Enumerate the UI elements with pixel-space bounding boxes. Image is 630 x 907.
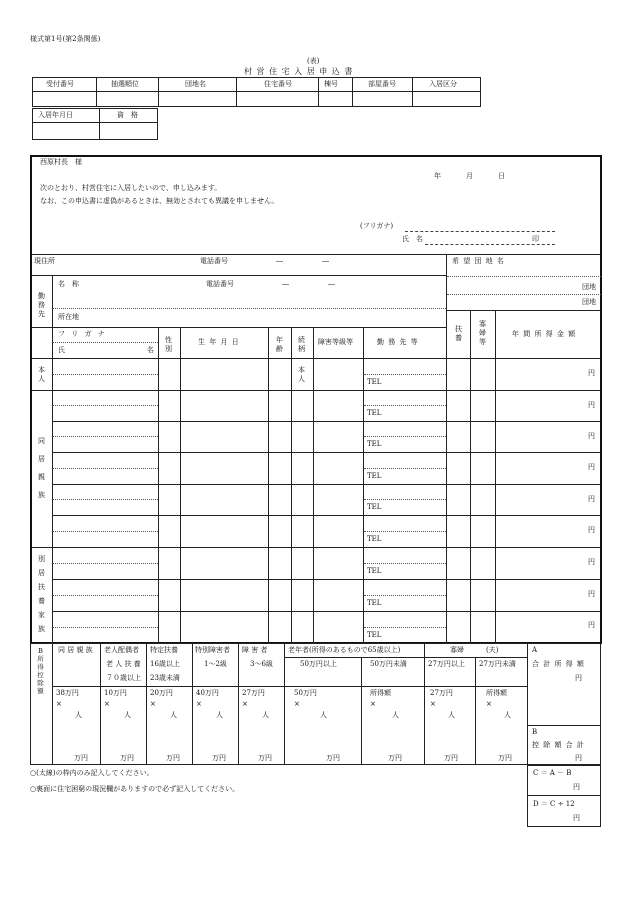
applicant-name-label: 氏 名 (402, 235, 423, 243)
elder-header: 老年者(所得のあるもので65歳以上) (288, 646, 401, 654)
col-sex: 性別 (165, 336, 172, 353)
col-mei: 名 (147, 346, 154, 354)
workplace-location-label: 所在地 (58, 313, 79, 321)
date-month: 月 (466, 172, 473, 180)
note-2: ○裏面に住宅困窮の現況欄がありますので必ず記入してください。 (30, 785, 240, 793)
side-label: (表) (307, 57, 320, 65)
relation-honnin: 本人 (298, 366, 305, 383)
col-kafu: 寡婦等 (479, 320, 486, 346)
header-receipt-no: 受付番号 (46, 80, 74, 88)
workplace-phone-label: 電話番号 (206, 280, 234, 288)
application-form-page: 様式第1号(第2条関係) (表) 村 営 住 宅 入 居 申 込 書 受付番号 抽選順位 団地名 住宅番号 棟号 部屋番号 入居区分 入居年月日 資 格 西原村長 様 年 月 日 次のとおり、村営住宅に入居したいので、申し込みます。 なお、この申込書に虚偽があるときは、無効とされても異議を申しません。 (フリガナ) 氏 名 印 現住所 電話番号 ― ― 希 望 団 地 名 勤務先 名 称 電話番号 ― ― 所在地 団地 団地 フ リ ガ ナ 氏 名 性別 生 年 月 日 年齢 続柄 障害等級等 勤 務 先 等 扶養 寡婦等 年 間 所 得 金 額 本人 本人 同居親族 別居扶養家族 TEL 円 TEL 円 TEL 円 TEL 円 TEL 円 TEL 円 TEL 円 TEL 円 TEL 円 B所得控除額 同 居 親 族 老人配偶者 特定扶養 特別障害者 障 害 者 老 人 扶 養 16歳以上 1～2級 3～6級 ７０歳以上 23歳未満 老年者(所得のあるもので65歳以上) 寡婦 (夫) 50万円以上 50万円未満 27万円以上 27万円未満 A 合 計 所 得 額 円 38万円 10万円 20万円 40万円 27万円 50万円 所得額 27万円 所得額 × × × × × × × × × 人 人 人 人 人 人 人 人 人 万円 万円 万円 万円 万円 万円 万円 万円 万円 B 控 除 額 合 計 円 C ＝ A － B 円 D ＝ C ÷ 12 円 ○(太線)の枠内のみ記入してください。 ○裏面に住宅困窮の現況欄がありますので必ず記入してください。 (0, 0, 630, 907)
desired-danchi-label: 希 望 団 地 名 (452, 257, 505, 265)
form-number: 様式第1号(第2条関係) (30, 35, 101, 43)
header-building-no: 棟号 (324, 80, 338, 88)
date-year: 年 (434, 172, 441, 180)
header-move-in-class: 入居区分 (429, 80, 457, 88)
workplace-label: 勤務先 (38, 292, 45, 318)
group-doukyo-label: 同居親族 (38, 437, 45, 499)
row-label-honnin: 本人 (38, 366, 45, 383)
main-frame (30, 155, 602, 644)
col-fuyo: 扶養 (455, 325, 462, 342)
header-danchi-name: 団地名 (185, 80, 206, 88)
office-use-table-2 (32, 108, 158, 140)
deduction-title: B所得控除額 (37, 647, 44, 695)
col-disability: 障害等級等 (318, 338, 353, 346)
widow-header: 寡婦 (450, 646, 464, 654)
applicant-name-line[interactable] (425, 244, 555, 245)
danchi-2: 団地 (582, 298, 596, 306)
deduction-table: B所得控除額 同 居 親 族 老人配偶者 特定扶養 特別障害者 障 害 者 老 人 扶 養 16歳以上 1～2級 3～6級 ７０歳以上 23歳未満 老年者(所得のあるもので65歳以上) 寡婦 (夫) 50万円以上 50万円未満 27万円以上 27万円未満 A 合 計 所 得 額 円 38万円 10万円 20万円 40万円 27万円 50万円 所得額 27万円 所得額 × × × × × × × × × 人 人 人 人 人 人 人 人 人 万円 万円 万円 万円 万円 万円 万円 万円 万円 B 控 除 額 合 計 円 (30, 643, 601, 765)
deduction-total-label: 控 除 額 合 計 (532, 741, 585, 749)
col-birthdate: 生 年 月 日 (198, 338, 240, 346)
col-furigana: フ リ ガ ナ (58, 330, 107, 338)
calc-c: C ＝ A － B (533, 769, 572, 777)
col-workplace: 勤 務 先 等 (377, 338, 419, 346)
header-move-in-date: 入居年月日 (38, 111, 73, 119)
note-1: ○(太線)の枠内のみ記入してください。 (30, 769, 154, 777)
header-lottery-rank: 抽選順位 (111, 80, 139, 88)
address-phone-label: 電話番号 (200, 257, 228, 265)
col-relation: 続柄 (298, 336, 305, 353)
furigana-line[interactable] (405, 231, 555, 232)
total-income-label: 合 計 所 得 額 (532, 660, 585, 668)
group-bekkyo-label: 別居扶養家族 (38, 555, 45, 633)
furigana-label: (フリガナ) (360, 222, 394, 230)
danchi-1: 団地 (582, 283, 596, 291)
calc-boxes: C ＝ A － B 円 D ＝ C ÷ 12 円 (527, 765, 601, 827)
seal-label: 印 (532, 235, 539, 243)
col-age: 年齢 (276, 336, 283, 353)
col-shi: 氏 (58, 346, 65, 354)
addressee: 西原村長 様 (40, 158, 82, 166)
header-qualification: 資 格 (117, 111, 138, 119)
address-label: 現住所 (34, 257, 55, 265)
workplace-name-label: 名 称 (58, 280, 79, 288)
calc-d: D ＝ C ÷ 12 (533, 800, 575, 808)
header-room-no: 部屋番号 (368, 80, 396, 88)
statement-line-1: 次のとおり、村営住宅に入居したいので、申し込みます。 (40, 184, 222, 192)
statement-line-2: なお、この申込書に虚偽があるときは、無効とされても異議を申しません。 (40, 197, 279, 205)
date-day: 日 (498, 172, 505, 180)
form-title: 村 営 住 宅 入 居 申 込 書 (244, 67, 354, 76)
header-house-no: 住宅番号 (264, 80, 292, 88)
office-use-table (32, 77, 481, 107)
col-income: 年 間 所 得 金 額 (512, 330, 577, 338)
